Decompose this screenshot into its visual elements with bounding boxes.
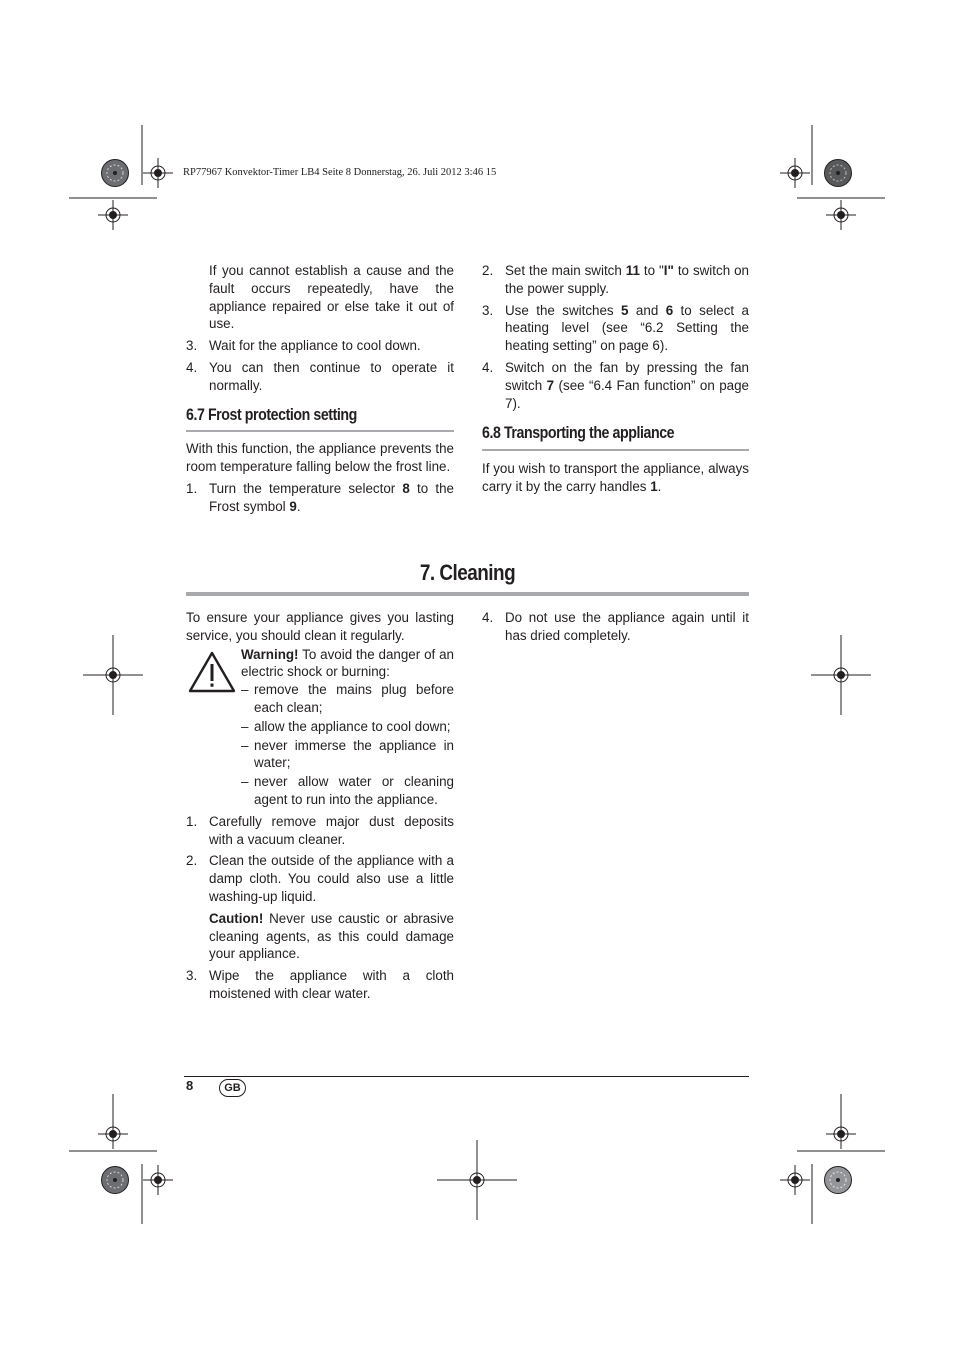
crop-registration-mark-icon <box>462 1165 492 1195</box>
left-column-top <box>186 262 454 516</box>
crop-registration-mark-icon <box>826 200 856 230</box>
list-item: 1. Turn the temperature selector 8 to the Frost symbol 9. <box>186 480 454 514</box>
color-calibration-wheel-icon <box>823 1165 853 1195</box>
fault-continuation-paragraph: If you cannot establish a cause and the fault occurs repeatedly, have the appliance repaired or else take it out of use. <box>209 263 454 332</box>
footer-rule <box>184 1076 749 1077</box>
right-column-top <box>482 262 749 496</box>
warning-block <box>186 646 454 809</box>
chapter-title: 7. Cleaning <box>419 560 516 585</box>
color-calibration-wheel-icon <box>823 158 853 188</box>
crop-registration-mark-icon <box>826 1119 856 1149</box>
language-badge: GB <box>219 1079 246 1097</box>
warning-list-item: – allow the appliance to cool down; <box>241 718 451 734</box>
chapter-rule <box>186 592 749 596</box>
crop-registration-mark-icon <box>143 1165 173 1195</box>
cleaning-right-column <box>482 609 749 645</box>
list-item: 4. You can then continue to operate it normally. <box>186 359 454 393</box>
cleaning-left-column <box>186 609 454 1003</box>
color-calibration-wheel-icon <box>100 1165 130 1195</box>
list-item: 3. Wait for the appliance to cool down. <box>186 338 421 354</box>
list-item: 4. Switch on the fan by pressing the fan switch 7 (see “6.4 Fan function” on page 7). <box>482 359 749 411</box>
warning-triangle-icon <box>187 650 237 694</box>
section-rule <box>482 449 749 451</box>
crop-registration-mark-icon <box>98 660 128 690</box>
page-number: 8 <box>186 1078 194 1093</box>
section-heading-6-8: 6.8 Transporting the appliance <box>482 424 675 443</box>
list-item: 1. Carefully remove major dust deposits with a vacuum cleaner. <box>186 813 454 847</box>
list-item: 2. Set the main switch 11 to "I" to switch on the power supply. <box>482 263 749 296</box>
list-item: 3. Wipe the appliance with a cloth moistened with clear water. <box>186 968 454 1001</box>
crop-registration-mark-icon <box>826 660 856 690</box>
transport-paragraph: If you wish to transport the appliance, always carry it by the carry handles 1. <box>482 461 749 494</box>
caution-text: Caution! Never use caustic or abrasive cleaning agents, as this could damage your appliance. <box>209 910 454 962</box>
list-item: 3. Use the switches 5 and 6 to select a heating level (see “6.2 Setting the heating setting” on page 6). <box>482 302 749 354</box>
print-header: RP77967 Konvektor-Timer LB4 Seite 8 Donnerstag, 26. Juli 2012 3:46 15 <box>183 167 497 178</box>
warning-list-item: – never allow water or cleaning agent to run into the appliance. <box>241 774 454 807</box>
list-item: 4. Do not use the appliance again until it has dried completely. <box>482 610 749 643</box>
frost-intro-paragraph: With this function, the appliance prevents the room temperature falling below the frost line. <box>186 441 454 475</box>
color-calibration-wheel-icon <box>100 158 130 188</box>
warning-list-item: – never immerse the appliance in water; <box>241 737 454 771</box>
cleaning-intro-paragraph: To ensure your appliance gives you lasting service, you should clean it regularly. <box>186 610 454 643</box>
crop-registration-mark-icon <box>780 158 810 188</box>
list-item: 2. Clean the outside of the appliance with a damp cloth. You could also use a little washing-up liquid. <box>186 853 454 904</box>
warning-text: Warning! To avoid the danger of an electric shock or burning: <box>241 646 454 680</box>
crop-registration-mark-icon <box>780 1165 810 1195</box>
crop-registration-mark-icon <box>98 1119 128 1149</box>
crop-registration-mark-icon <box>143 158 173 188</box>
crop-registration-mark-icon <box>98 200 128 230</box>
warning-list-item: – remove the mains plug before each clean; <box>241 682 454 715</box>
section-heading-6-7: 6.7 Frost protection setting <box>186 405 357 424</box>
section-rule <box>186 430 454 432</box>
